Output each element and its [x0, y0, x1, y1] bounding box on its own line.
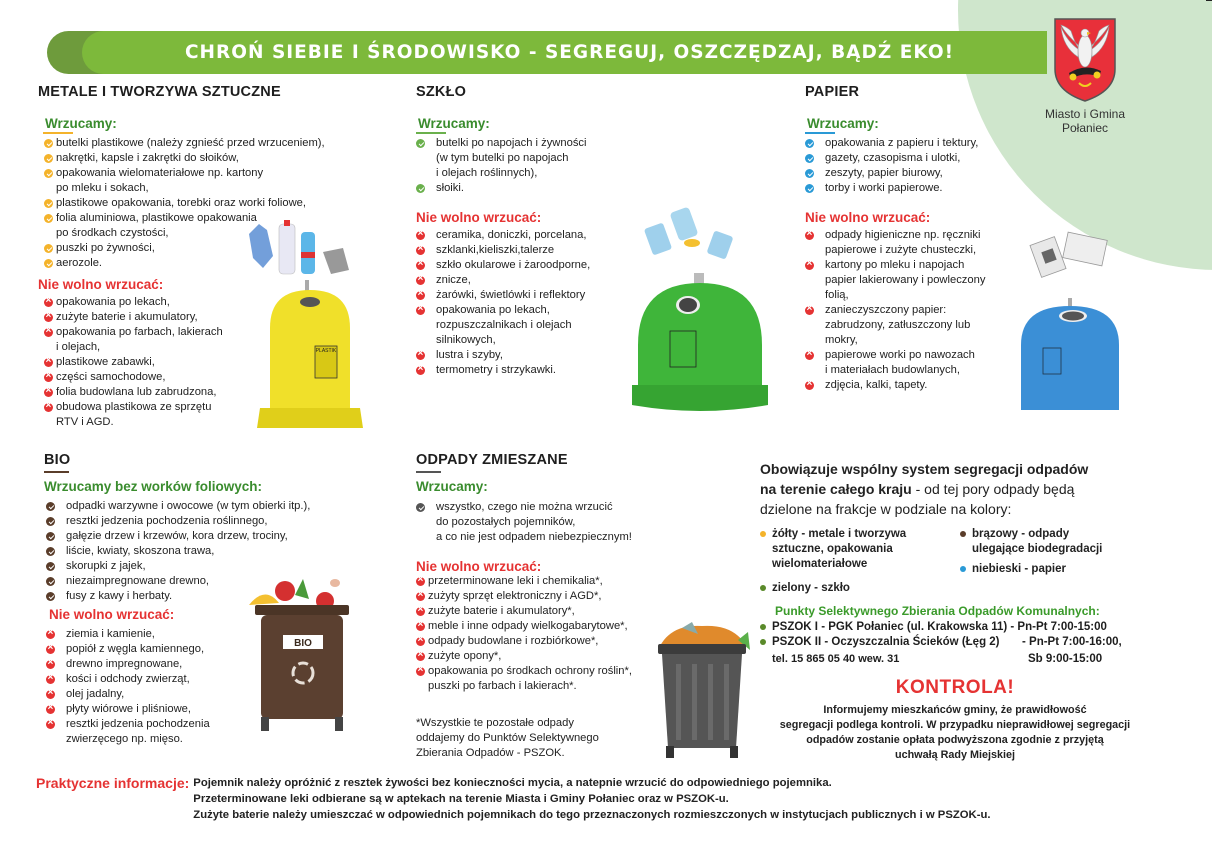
section-title: ODPADY ZMIESZANE: [416, 452, 568, 468]
list-item-text: opakowania z papieru i tektury,: [825, 137, 979, 149]
brown-dot-icon: [960, 531, 966, 537]
info-heading-bold-2: na terenie całego kraju: [760, 481, 912, 497]
list-item-text: i materiałach budowlanych,: [825, 364, 960, 376]
list-item-text: a co nie jest odpadem niebezpiecznym!: [436, 531, 632, 543]
check-icon: [44, 139, 53, 148]
ok-list: [805, 136, 1025, 196]
list-item-text: opakowania po lekach,: [56, 296, 170, 308]
list-item: [416, 589, 676, 604]
ok-heading-label: Wrzucamy:: [418, 116, 490, 131]
list-item-text: zwierzęcego np. mięso.: [66, 733, 183, 745]
list-item-text: drewno impregnowane,: [66, 658, 183, 670]
cross-icon: [416, 306, 425, 315]
list-item: [805, 166, 1025, 181]
list-item-text: popiół z węgla kamiennego,: [66, 643, 205, 655]
list-item: [416, 151, 656, 166]
kontrola-line: uchwałą Rady Miejskiej: [894, 749, 1015, 761]
cross-icon: [416, 291, 425, 300]
list-item-text: opakowania po lekach,: [436, 304, 550, 316]
list-item-text: żarówki, świetlówki i reflektory: [436, 289, 586, 301]
list-item-text: RTV i AGD.: [56, 416, 114, 428]
list-item-text: zużyte baterie i akumulatory,: [56, 311, 198, 323]
section-title: METALE I TWORZYWA SZTUCZNE: [38, 84, 281, 100]
cross-icon: [805, 231, 814, 240]
list-item: [416, 664, 676, 679]
list-item-text: puszki po żywności,: [56, 242, 155, 254]
blue-dot-icon: [960, 566, 966, 572]
heading-underline: [805, 132, 835, 134]
cross-icon: [44, 328, 53, 337]
kontrola-line: segregacji podlega kontroli. W przypadku nieprawidłowej segregacji: [779, 719, 1131, 731]
list-item: [805, 348, 1025, 363]
no-list: [416, 228, 656, 378]
ok-list: [416, 500, 676, 545]
cross-icon: [44, 358, 53, 367]
list-item-text: liście, kwiaty, skoszona trawa,: [66, 545, 215, 557]
kontrola-line: odpadów zostanie opłata podwyższona zgodnie z przyjętą: [806, 734, 1104, 746]
list-item: [416, 363, 656, 378]
list-item: [416, 574, 676, 589]
list-item-text: olej jadalny,: [66, 688, 125, 700]
list-item-text: zdjęcia, kalki, tapety.: [825, 379, 928, 391]
cross-icon: [44, 298, 53, 307]
cross-icon: [46, 690, 55, 699]
kontrola-title: KONTROLA!: [895, 677, 1015, 698]
info-heading: [760, 459, 1150, 519]
section-zmieszane: [416, 452, 676, 761]
list-item-text: ceramika, doniczki, porcelana,: [436, 229, 587, 241]
cross-icon: [416, 592, 425, 601]
practical-info: [36, 775, 991, 823]
list-item-text: nakrętki, kapsle i zakrętki do słoików,: [56, 152, 239, 164]
list-item: [805, 333, 1025, 348]
color-item-yellow: żółty - metale i tworzywa sztuczne, opakowania wielomateriałowe: [760, 527, 930, 577]
list-item-text: butelki po napojach i żywności: [436, 137, 587, 149]
list-item-text: i olejach roślinnych),: [436, 167, 538, 179]
list-item: [46, 559, 374, 574]
bin-label: BIO: [294, 638, 312, 649]
list-item-text: papier lakierowany i powleczony: [825, 274, 986, 286]
logo-line-1: Miasto i Gmina: [1044, 107, 1126, 121]
check-icon: [44, 169, 53, 178]
header-banner: [47, 31, 1047, 74]
list-item: [416, 136, 656, 151]
check-icon: [46, 577, 55, 586]
practical-line: Zużyte baterie należy umieszczać w odpowiednich pojemnikach do tego przeznaczonych rozmieszczonych w instytucjach publicznych i w PSZOK-u.: [193, 809, 991, 821]
cross-icon: [416, 637, 425, 646]
check-icon: [46, 517, 55, 526]
list-item-text: zanieczyszczony papier:: [825, 304, 947, 316]
cross-icon: [46, 705, 55, 714]
check-icon: [46, 562, 55, 571]
gray-bin-icon: [652, 622, 752, 762]
check-icon: [44, 214, 53, 223]
list-item: [416, 604, 676, 619]
list-item: [416, 228, 656, 243]
check-icon: [46, 547, 55, 556]
cross-icon: [416, 261, 425, 270]
ok-list: [416, 136, 656, 196]
list-item-text: (w tym butelki po napojach: [436, 152, 569, 164]
list-item-text: do pozostałych pojemników,: [436, 516, 576, 528]
list-item-text: plastikowe zabawki,: [56, 356, 155, 368]
cross-icon: [805, 306, 814, 315]
list-item: [805, 363, 1025, 378]
list-item-text: opakowania po środkach ochrony roślin*,: [428, 665, 632, 677]
list-item-text: termometry i strzykawki.: [436, 364, 556, 376]
list-item-text: gazety, czasopisma i ulotki,: [825, 152, 961, 164]
heading-underline: [44, 471, 69, 473]
list-item: [46, 544, 374, 559]
section-papier: [805, 84, 1025, 393]
cross-icon: [46, 675, 55, 684]
list-item: [805, 378, 1025, 393]
check-icon: [44, 154, 53, 163]
cross-icon: [805, 381, 814, 390]
list-item-text: po środkach czystości,: [56, 227, 169, 239]
list-item-text: fusy z kawy i herbaty.: [66, 590, 173, 602]
color-legend: [760, 527, 1150, 596]
list-item: [805, 136, 1025, 151]
pszok-contact: [760, 652, 1150, 667]
list-item-text: folia aluminiowa, plastikowe opakowania: [56, 212, 257, 224]
cross-icon: [416, 667, 425, 676]
list-item-text: torby i worki papierowe.: [825, 182, 943, 194]
list-item: [805, 228, 1025, 243]
heading-underline: [416, 471, 441, 473]
list-item: [46, 529, 374, 544]
bullet-dot-icon: [760, 624, 766, 630]
list-item-text: aerozole.: [56, 257, 103, 269]
list-item-text: skorupki z jajek,: [66, 560, 146, 572]
info-block: [760, 459, 1150, 763]
practical-lines: [193, 775, 990, 823]
logo-line-2: Połaniec: [1061, 121, 1109, 135]
cross-icon: [416, 276, 425, 285]
cross-icon: [416, 607, 425, 616]
list-item: [805, 258, 1025, 273]
banner-bar: [82, 31, 1047, 74]
blue-bin-icon: [1015, 230, 1125, 415]
list-item-text: płyty wiórowe i pliśniowe,: [66, 703, 191, 715]
yellow-dot-icon: [760, 531, 766, 537]
kontrola-line: Informujemy mieszkańców gminy, że prawidłowość: [823, 704, 1087, 716]
check-icon: [46, 532, 55, 541]
glass-illustration: [630, 205, 770, 425]
pszok-hours: - Pn-Pt 7:00-16:00,: [1022, 636, 1122, 648]
check-icon: [805, 184, 814, 193]
list-item: [416, 530, 676, 545]
list-item: [416, 318, 656, 333]
list-item: [416, 303, 656, 318]
pszok-name: PSZOK II - Oczyszczalnia Ścieków (Łęg 2): [772, 636, 1000, 648]
pszok-item: [760, 635, 1150, 650]
list-item: [44, 166, 368, 181]
list-item-text: szkło okularowe i żaroodporne,: [436, 259, 591, 271]
list-item: [416, 500, 676, 515]
coat-of-arms-icon: [1053, 17, 1117, 103]
green-bin-icon: [630, 205, 770, 420]
check-icon: [416, 503, 425, 512]
check-icon: [416, 139, 425, 148]
pszok-hours: - Pn-Pt 7:00-15:00: [1010, 621, 1107, 633]
list-item-text: silnikowych,: [436, 334, 496, 346]
list-item-text: puszki po farbach i lakierach*.: [428, 680, 577, 692]
section-title: PAPIER: [805, 84, 860, 100]
list-item-text: kości i odchody zwierząt,: [66, 673, 190, 685]
check-icon: [46, 592, 55, 601]
check-icon: [416, 184, 425, 193]
cross-icon: [805, 261, 814, 270]
list-item-text: mokry,: [825, 334, 858, 346]
check-icon: [44, 199, 53, 208]
practical-line: Przeterminowane leki odbierane są w aptekach na terenie Miasta i Gminy Połaniec oraz w PSZOK-u.: [193, 793, 729, 805]
ok-heading: [418, 116, 490, 131]
list-item: [805, 243, 1025, 258]
list-item-text: gałęzie drzew i krzewów, kora drzew, trociny,: [66, 530, 288, 542]
ok-heading-label: Wrzucamy:: [45, 116, 117, 131]
list-item: [46, 514, 374, 529]
list-item: [44, 136, 368, 151]
check-icon: [805, 169, 814, 178]
color-item-blue: niebieski - papier: [960, 562, 1150, 577]
list-item: [805, 303, 1025, 318]
info-heading-bold-1: Obowiązuje wspólny system segregacji odpadów: [760, 461, 1089, 477]
list-item-text: po mleku i sokach,: [56, 182, 149, 194]
footnote: [416, 716, 676, 761]
phone-number: tel. 15 865 05 40 wew. 31: [772, 653, 900, 665]
list-item-text: opakowania po farbach, lakierach: [56, 326, 223, 338]
mixed-waste-illustration: [652, 622, 752, 767]
list-item-text: folia budowlana lub zabrudzona,: [56, 386, 217, 398]
list-item: [805, 151, 1025, 166]
ok-heading: [45, 116, 117, 131]
crop-mark: [1206, 0, 1212, 1]
list-item: [416, 679, 676, 694]
list-item: [416, 634, 676, 649]
list-item-text: rozpuszczalnikach i olejach: [436, 319, 572, 331]
green-dot-icon: [760, 585, 766, 591]
cross-icon: [44, 403, 53, 412]
footnote-line: Zbierania Odpadów - PSZOK.: [416, 747, 565, 759]
paper-illustration: [1015, 230, 1125, 420]
ok-heading: Wrzucamy:: [416, 479, 488, 494]
list-item: [44, 196, 368, 211]
ok-heading-label: Wrzucamy:: [807, 116, 879, 131]
list-item: [805, 288, 1025, 303]
cross-icon: [46, 720, 55, 729]
heading-underline: [43, 132, 73, 134]
color-item-green: zielony - szkło: [760, 581, 960, 596]
pszok-title: Punkty Selektywnego Zbierania Odpadów Komunalnych:: [775, 604, 1100, 618]
check-icon: [44, 244, 53, 253]
list-item-text: odpady budowlane i rozbiórkowe*,: [428, 635, 599, 647]
section-title: SZKŁO: [416, 84, 467, 100]
list-item-text: meble i inne odpady wielkogabarytowe*,: [428, 620, 628, 632]
list-item-text: folią,: [825, 289, 849, 301]
cross-icon: [416, 652, 425, 661]
cross-icon: [44, 373, 53, 382]
list-item-text: słoiki.: [436, 182, 464, 194]
list-item-text: plastikowe opakowania, torebki oraz worki foliowe,: [56, 197, 306, 209]
bin-label: PLASTIK: [315, 348, 337, 354]
no-heading: Nie wolno wrzucać:: [416, 559, 542, 574]
list-item-text: i olejach,: [56, 341, 101, 353]
cross-icon: [46, 645, 55, 654]
cross-icon: [416, 351, 425, 360]
no-list: [416, 574, 676, 694]
info-heading-rest-2: dzielone na frakcje w podziale na kolory:: [760, 501, 1012, 517]
list-item-text: zużyte baterie i akumulatory*,: [428, 605, 575, 617]
list-item-text: zużyte opony*,: [428, 650, 502, 662]
list-item: [46, 499, 374, 514]
check-icon: [44, 259, 53, 268]
list-item: [416, 258, 656, 273]
bio-illustration: [245, 575, 355, 750]
list-item: [416, 243, 656, 258]
ok-heading: [807, 116, 879, 131]
cross-icon: [44, 388, 53, 397]
list-item-text: przeterminowane leki i chemikalia*,: [428, 575, 603, 587]
list-item-text: szklanki,kieliszki,talerze: [436, 244, 555, 256]
list-item-text: papierowe worki po nawozach: [825, 349, 975, 361]
bullet-dot-icon: [760, 639, 766, 645]
pszok-name: PSZOK I - PGK Połaniec (ul. Krakowska 11): [772, 621, 1008, 633]
yellow-bin-icon: [245, 218, 375, 433]
list-item: [44, 181, 368, 196]
practical-line: Pojemnik należy opróżnić z resztek żywości bez konieczności mycia, a natepnie wrzucić do odpowiedniego pojemnika.: [193, 777, 832, 789]
ok-heading: Wrzucamy bez worków foliowych:: [44, 479, 263, 494]
list-item-text: wszystko, czego nie można wrzucić: [436, 501, 613, 513]
list-item-text: papierowe i zużyte chusteczki,: [825, 244, 977, 256]
section-title: BIO: [44, 452, 71, 468]
info-heading-rest-1: - od tej pory odpady będą: [911, 481, 1075, 497]
list-item: [805, 181, 1025, 196]
brown-bin-icon: [245, 575, 355, 745]
list-item-text: niezaimpregnowane drewno,: [66, 575, 210, 587]
no-heading: Nie wolno wrzucać:: [38, 277, 164, 292]
cross-icon: [416, 577, 425, 586]
list-item: [416, 273, 656, 288]
list-item-text: zeszyty, papier biurowy,: [825, 167, 943, 179]
color-item-brown: brązowy - odpady ulegające biodegradacji: [960, 527, 1150, 557]
cross-icon: [416, 246, 425, 255]
cross-icon: [44, 313, 53, 322]
cross-icon: [416, 622, 425, 631]
list-item-text: kartony po mleku i napojach: [825, 259, 965, 271]
list-item-text: ziemia i kamienie,: [66, 628, 155, 640]
check-icon: [46, 502, 55, 511]
list-item-text: znicze,: [436, 274, 471, 286]
no-heading: Nie wolno wrzucać:: [49, 607, 175, 622]
check-icon: [805, 154, 814, 163]
heading-underline: [416, 132, 446, 134]
list-item-text: butelki plastikowe (należy zgnieść przed wrzuceniem),: [56, 137, 325, 149]
list-item: [416, 333, 656, 348]
list-item: [416, 166, 656, 181]
no-heading: Nie wolno wrzucać:: [416, 210, 542, 225]
list-item: [416, 181, 656, 196]
banner-title: CHROŃ SIEBIE I ŚRODOWISKO - SEGREGUJ, OSZCZĘDZAJ, BĄDŹ EKO!: [184, 42, 955, 63]
list-item-text: opakowania wielomateriałowe np. kartony: [56, 167, 264, 179]
plastics-illustration: [245, 218, 375, 438]
list-item: [416, 619, 676, 634]
list-item-text: zabrudzony, zatłuszczony lub: [825, 319, 971, 331]
cross-icon: [805, 351, 814, 360]
list-item-text: zużyty sprzęt elektroniczny i AGD*,: [428, 590, 602, 602]
list-item: [805, 318, 1025, 333]
check-icon: [805, 139, 814, 148]
list-item: [805, 273, 1025, 288]
list-item: [416, 348, 656, 363]
pszok-item: [760, 620, 1150, 635]
footnote-line: oddajemy do Punktów Selektywnego: [416, 732, 599, 744]
cross-icon: [46, 660, 55, 669]
list-item-text: odpadki warzywne i owocowe (w tym obierki itp.),: [66, 500, 311, 512]
kontrola-text: [760, 703, 1150, 763]
cross-icon: [46, 630, 55, 639]
cross-icon: [416, 366, 425, 375]
list-item: [416, 288, 656, 303]
municipality-logo: [1036, 17, 1134, 135]
list-item-text: części samochodowe,: [56, 371, 166, 383]
list-item: [416, 515, 676, 530]
footnote-line: *Wszystkie te pozostałe odpady: [416, 717, 574, 729]
no-heading: Nie wolno wrzucać:: [805, 210, 931, 225]
cross-icon: [416, 231, 425, 240]
list-item-text: resztki jedzenia pochodzenia roślinnego,: [66, 515, 268, 527]
no-list: [805, 228, 1025, 393]
practical-label: Praktyczne informacje:: [36, 775, 190, 791]
list-item: [44, 151, 368, 166]
list-item: [416, 649, 676, 664]
list-item-text: resztki jedzenia pochodzenia: [66, 718, 210, 730]
list-item-text: obudowa plastikowa ze sprzętu: [56, 401, 212, 413]
list-item-text: lustra i szyby,: [436, 349, 503, 361]
section-szklo: [416, 84, 656, 378]
saturday-hours: Sb 9:00-15:00: [1028, 653, 1103, 665]
list-item-text: odpady higieniczne np. ręczniki: [825, 229, 981, 241]
